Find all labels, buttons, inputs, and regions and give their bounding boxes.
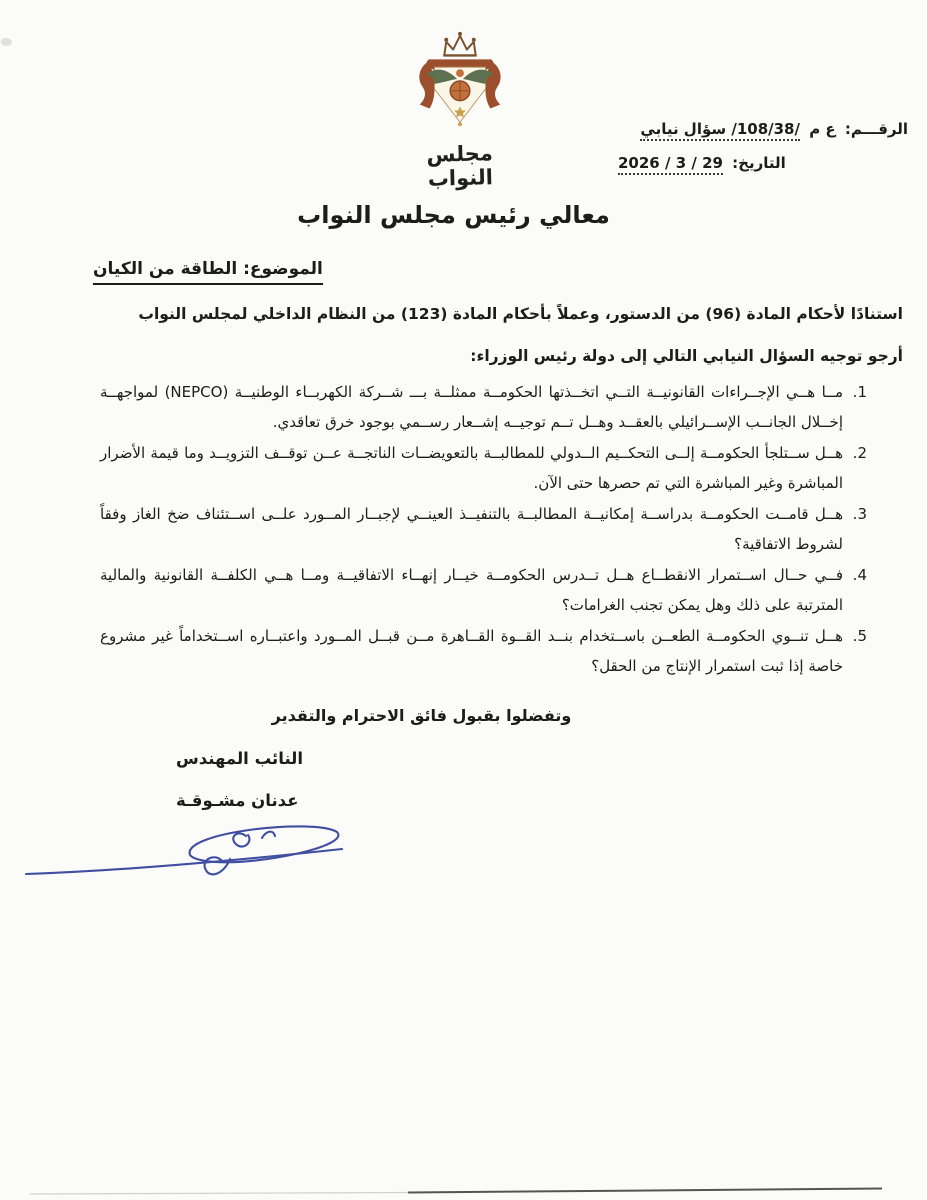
question-text: مــا هــي الإجــراءات القانونيــة التــي اتخــذتها الحكومــة ممثلــة بـــ شــركة الكهربــاء الوطنيــة (NEPCO) لمواجهــة إخــلال الجانــب الإســرائيلي بالعقــد وهــل تــم توجيــه إشــعار رســمي بوجود خرق تعاقدي. <box>100 383 844 431</box>
date-label: التاريخ: <box>732 153 786 172</box>
question-item <box>100 439 867 498</box>
letterhead <box>393 24 527 190</box>
question-number: 3. <box>852 505 867 523</box>
closing-salutation: وتفضلوا بقبول فائق الاحترام والتقدير <box>271 706 572 725</box>
question-number: 1. <box>852 383 867 401</box>
intro-line-2: أرجو توجيه السؤال النيابي التالي إلى دولة رئيس الوزراء: <box>470 347 903 365</box>
question-item <box>100 561 867 620</box>
ref-number-row <box>578 120 908 140</box>
question-text: هــل ســتلجأ الحكومــة إلــى التحكــيم الــدولي للمطالبــة بالتعويضــات الناتجــة عــن توقــف التزويــد وما قيمة الأضرار المباشرة وغير المباشرة التي تم حصرها حتى الآن. <box>100 444 843 492</box>
question-number: 4. <box>852 566 867 584</box>
jordan-royal-crest-icon <box>401 24 519 136</box>
question-item <box>100 378 867 437</box>
page-edge-scan-line <box>0 1178 927 1200</box>
question-item <box>100 622 867 681</box>
signer-title: النائب المهندس <box>176 749 304 768</box>
subject-line <box>93 259 323 285</box>
date-row <box>578 154 908 174</box>
date-value: 29 / 3 / 2026 <box>618 154 723 175</box>
questions-list <box>100 378 867 683</box>
question-number: 5. <box>852 627 867 645</box>
question-number: 2. <box>852 444 867 462</box>
ref-number-label: الرقـــم: <box>844 120 908 138</box>
reference-block <box>578 120 908 173</box>
intro-paragraph <box>100 293 903 377</box>
question-text: هــل قامــت الحكومــة بدراســة إمكانيــة المطالبــة بالتنفيــذ العينــي لإجبــار المــورد علــى اســتئناف ضخ الغاز وفقاً لشروط الاتفاقية؟ <box>100 505 843 553</box>
org-name-calligraphy: مجلس النواب <box>426 141 494 191</box>
signer-name: عدنان مشـوقـة <box>176 791 299 810</box>
question-text: فــي حــال اســتمرار الانقطــاع هــل تــدرس الحكومــة خيــار إنهــاء الاتفاقيــة ومــا هــي الكلفــة القانونية والمالية المترتبة على ذلك وهل يمكن تجنب الغرامات؟ <box>100 566 843 614</box>
handwritten-signature <box>18 810 353 888</box>
page-title: معالي رئيس مجلس النواب <box>297 201 610 229</box>
question-text: هــل تنــوي الحكومــة الطعــن باســتخدام بنــد القــوة القــاهرة مــن قبــل المــورد واعتبــاره اســتخداماً غير مشروع خاصة إذا ثبت استمرار الإنتاج من الحقل؟ <box>100 627 843 675</box>
ref-number-prefix: ع م <box>809 120 836 138</box>
intro-line-1: استنادًا لأحكام المادة (96) من الدستور، وعملاً بأحكام المادة (123) من النظام الداخلي لمجلس النواب <box>138 305 903 323</box>
question-item <box>100 500 867 559</box>
scan-smudge <box>1 38 12 46</box>
subject-text: الموضوع: الطاقة من الكيان <box>93 259 323 285</box>
ref-number-value: /108/38/ سؤال نيابي <box>640 120 800 141</box>
